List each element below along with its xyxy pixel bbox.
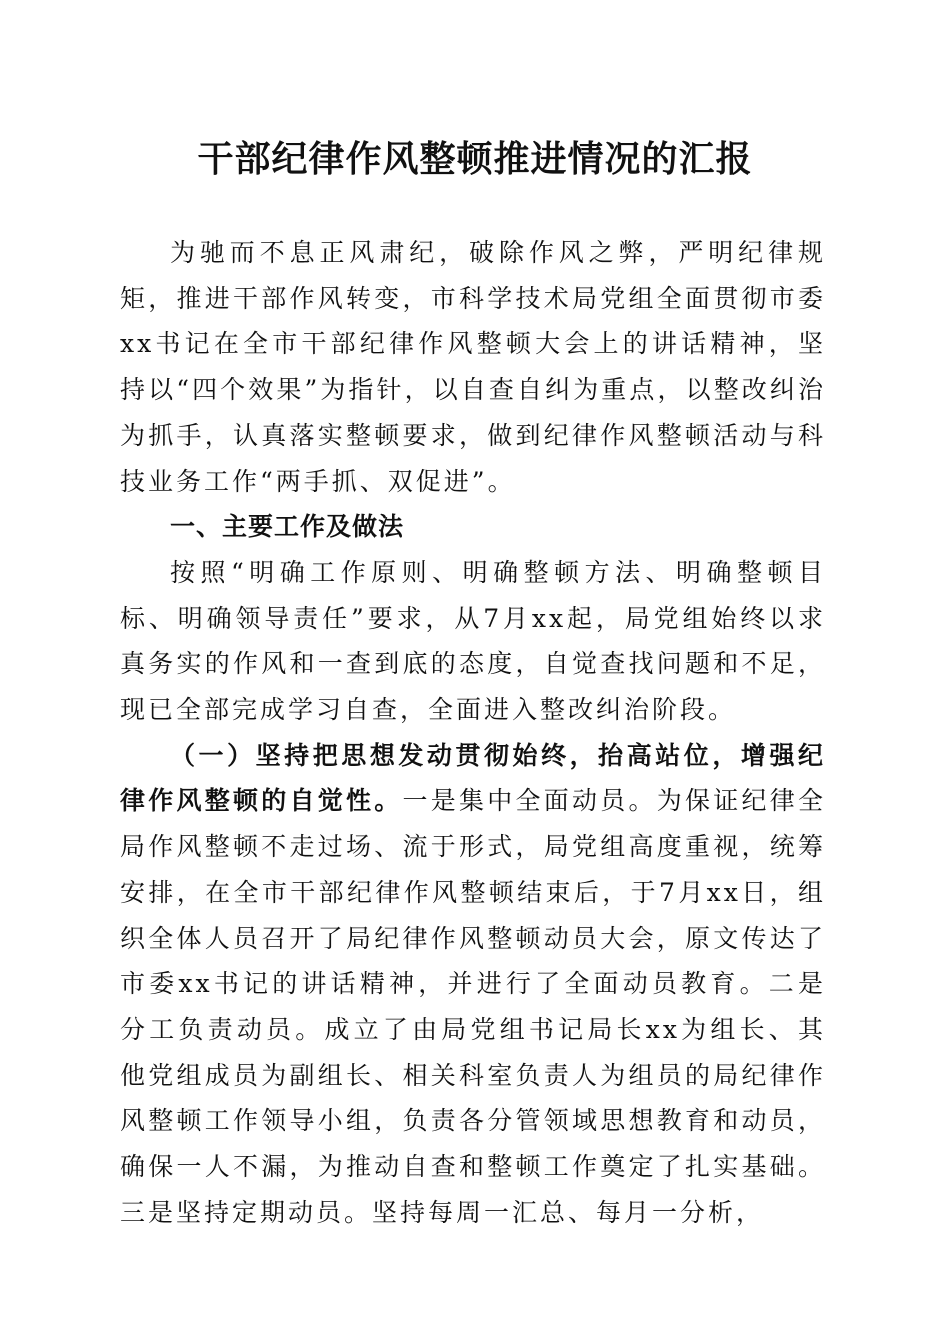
subsection-body: 一是集中全面动员。为保证纪律全局作风整顿不走过场、流于形式，局党组高度重视，统筹安排，在全市干部纪律作风整顿结束后，于7月xx日，组织全体人员召开了局纪律作风整顿动员大会，原文传达了市委xx书记的讲话精神，并进行了全面动员教育。二是分工负责动员。成立了由局党组书记局长xx为组长、其他党组成员为副组长、相关科室负责人为组员的局纪律作风整顿工作领导小组，负责各分管领域思想教育和动员，确保一人不漏，为推动自查和整顿工作奠定了扎实基础。三是坚持定期动员。坚持每周一汇总、每月一分析， [120, 786, 826, 1227]
section-paragraph: 按照“明确工作原则、明确整顿方法、明确整顿目标、明确领导责任”要求，从7月xx起，局党组始终以求真务实的作风和一查到底的态度，自觉查找问题和不足，现已全部完成学习自查，全面进入整改纠治阶段。 [120, 557, 826, 725]
document-title: 干部纪律作风整顿推进情况的汇报 [197, 138, 753, 180]
subsection-paragraph [120, 733, 826, 1236]
intro-paragraph: 为驰而不息正风肃纪，破除作风之弊，严明纪律规矩，推进干部作风转变，市科学技术局党组全面贯彻市委xx书记在全市干部纪律作风整顿大会上的讲话精神，坚持以“四个效果”为指针，以自查自纠为重点，以整改纠治为抓手，认真落实整顿要求，做到纪律作风整顿活动与科技业务工作“两手抓、双促进”。 [120, 238, 826, 496]
section-heading: 一、主要工作及做法 [170, 512, 405, 542]
document-body [120, 230, 826, 1235]
subsection-lead: （一）坚持把思想发动贯彻始终，抬高站位，增强纪律作风整顿的自觉性。 [120, 740, 826, 816]
